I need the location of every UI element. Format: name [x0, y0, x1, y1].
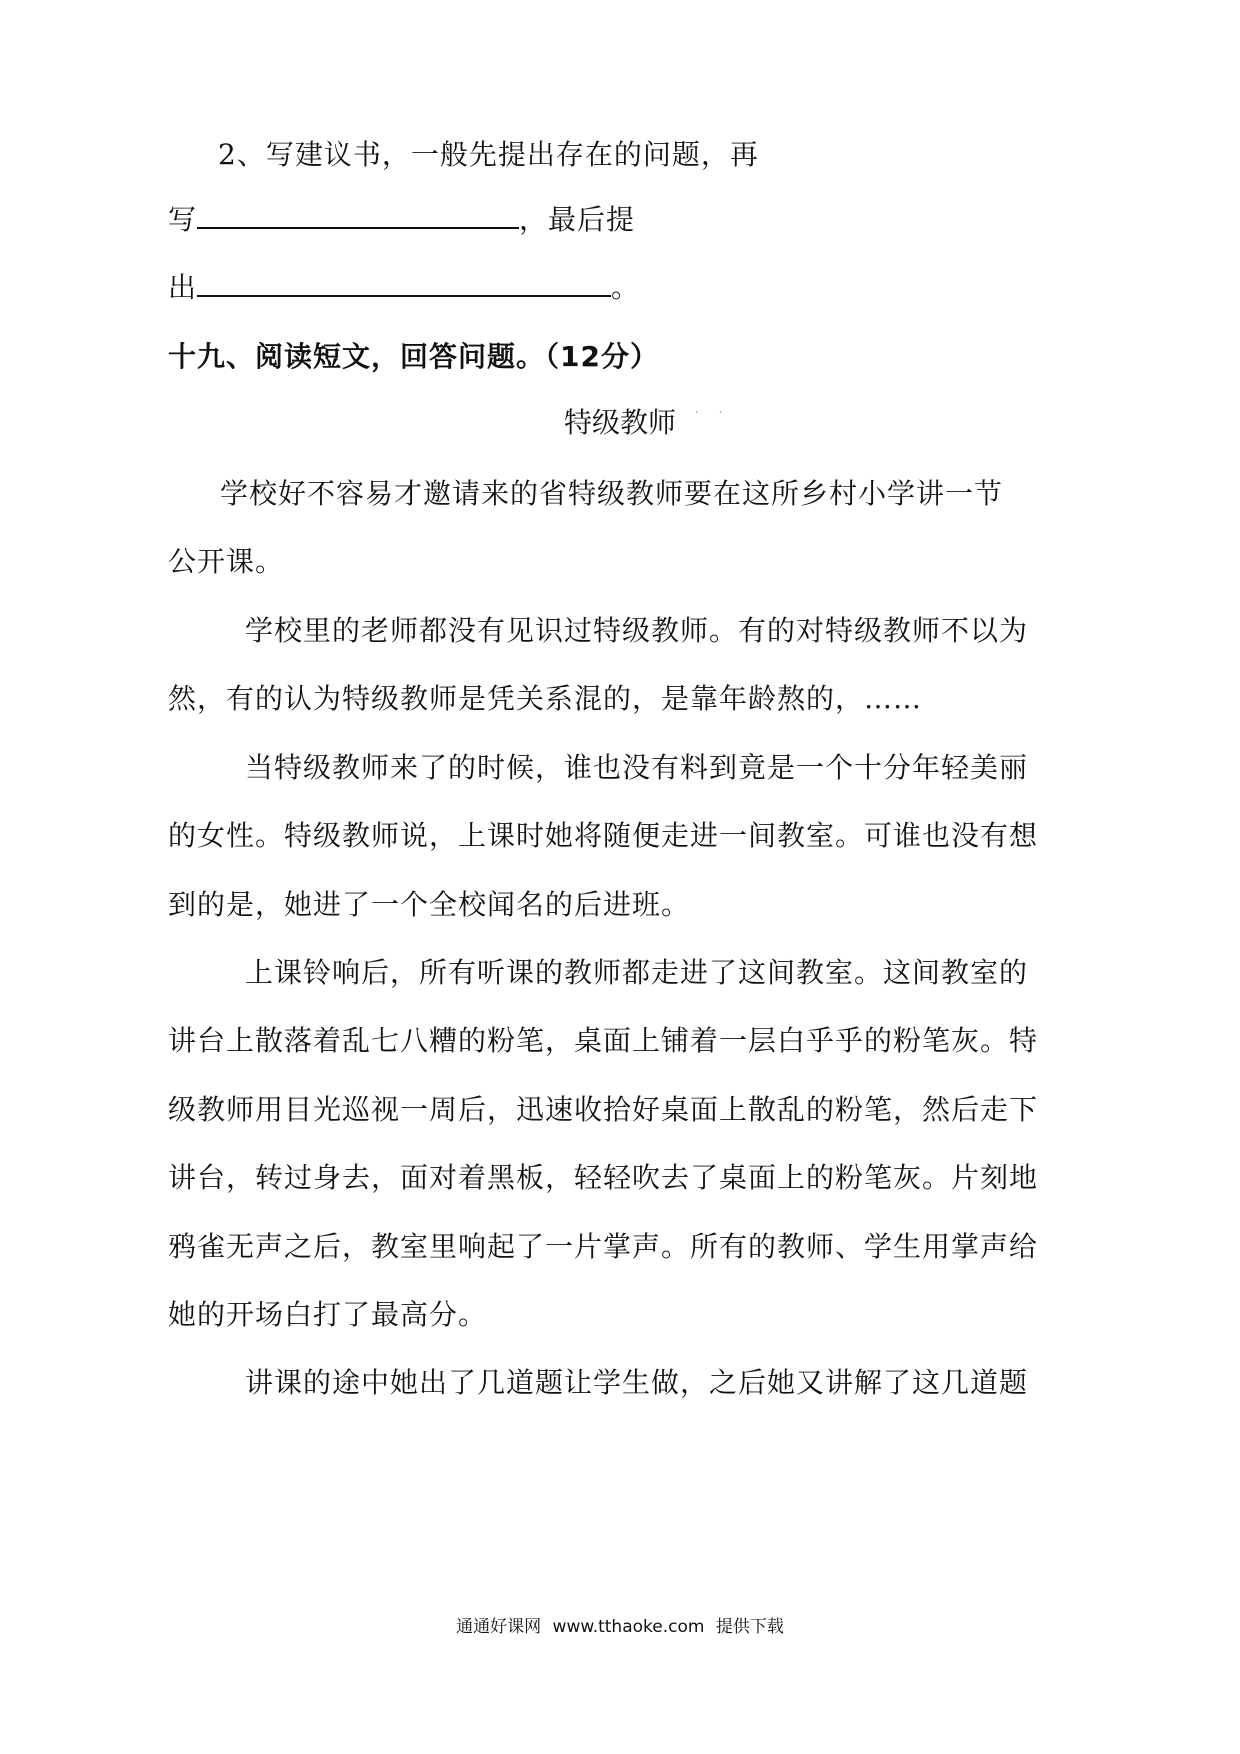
- story-line: 讲台，转过身去，面对着黑板，轻轻吹去了桌面上的粉笔灰。片刻地: [168, 1161, 1039, 1194]
- q2-line-2-suffix: ，最后提: [519, 203, 636, 236]
- story-line: 到的是，她进了一个全校闻名的后进班。: [168, 888, 691, 921]
- story-line: 当特级教师来了的时候，谁也没有料到竟是一个十分年轻美丽: [245, 751, 1029, 784]
- story-line: 然，有的认为特级教师是凭关系混的，是靠年龄熬的，……: [168, 682, 923, 715]
- q2-line-3-suffix: 。: [611, 271, 641, 304]
- answer-blank-1[interactable]: [197, 201, 519, 229]
- story-line: 学校好不容易才邀请来的省特级教师要在这所乡村小学讲一节: [220, 477, 1004, 510]
- story-line: 学校里的老师都没有见识过特级教师。有的对特级教师不以为: [245, 614, 1029, 647]
- q2-line-2: [168, 200, 635, 240]
- q2-line-3-prefix: 出: [168, 271, 198, 304]
- section-heading: 十九、阅读短文，回答问题。（12分）: [168, 340, 659, 373]
- story-line: 讲课的途中她出了几道题让学生做，之后她又讲解了这几道题: [245, 1366, 1029, 1399]
- story-line: 级教师用目光巡视一周后，迅速收拾好桌面上散乱的粉笔，然后走下: [168, 1093, 1039, 1126]
- footer-credit: 通通好课网 www.tthaoke.com 提供下载: [456, 1617, 784, 1637]
- story-line: 她的开场白打了最高分。: [168, 1298, 488, 1331]
- story-line: 上课铃响后，所有听课的教师都走进了这间教室。这间教室的: [245, 956, 1029, 989]
- story-line: 的女性。特级教师说，上课时她将随便走进一间教室。可谁也没有想: [168, 819, 1039, 852]
- story-line: 讲台上散落着乱七八糟的粉笔，桌面上铺着一层白乎乎的粉笔灰。特: [168, 1024, 1039, 1057]
- story-title: 特级教师: [563, 406, 676, 439]
- answer-blank-2[interactable]: [197, 269, 611, 297]
- q2-line-1: 2、写建议书，一般先提出存在的问题，再: [218, 138, 759, 171]
- stray-dots: . .: [695, 402, 731, 416]
- q2-line-2-prefix: 写: [168, 203, 198, 236]
- story-line: 公开课。: [168, 545, 285, 578]
- story-line: 鸦雀无声之后，教室里响起了一片掌声。所有的教师、学生用掌声给: [168, 1230, 1039, 1263]
- q2-line-3: [168, 268, 640, 308]
